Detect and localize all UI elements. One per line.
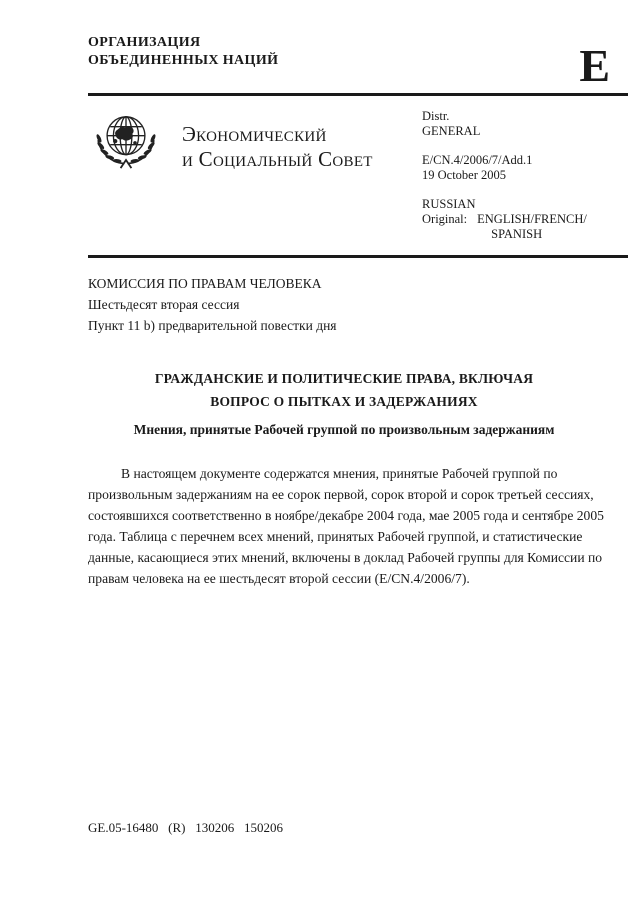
document-date: 19 October 2005	[422, 167, 507, 182]
council-title-line1: Экономический	[182, 121, 327, 146]
original-languages	[477, 212, 587, 242]
document-title-line1: ГРАЖДАНСКИЕ И ПОЛИТИЧЕСКИЕ ПРАВА, ВКЛЮЧАЯ	[154, 370, 534, 386]
original-languages-line2: SPANISH	[491, 226, 543, 241]
document-title-line2: ВОПРОС О ПЫТКАХ И ЗАДЕРЖАНИЯХ	[210, 393, 478, 409]
org-name	[88, 34, 278, 70]
symbol-and-date	[422, 153, 628, 183]
document-title	[88, 367, 600, 413]
summary-paragraph: В настоящем документе содержатся мнения, принятые Рабочей группой по произвольным задержаниям на ее сорок первой, сорок второй и сорок третьей сессиях, состоявшихся соответственно в ноябре/декабре 2004 года, мае 2005 года и сентябре 2005 года. Таблица с перечнем всех мнений, принятых Рабочей группой, и статистические данные, касающиеся этих мнений, включены в доклад Рабочей группы для Комиссии по правам человека на ее шестьдесят второй сессии (E/CN.4/2006/7).	[88, 465, 604, 586]
session-block	[88, 273, 628, 336]
footer-reference: GE.05-16480 (R) 130206 150206	[88, 820, 283, 835]
language-block	[422, 197, 628, 242]
document-symbol: E/CN.4/2006/7/Add.1	[422, 152, 533, 167]
document-series-letter: E	[579, 40, 610, 91]
masthead	[88, 96, 628, 255]
session-number: Шестьдесят вторая сессия	[88, 296, 240, 312]
council-title-line2: и Социальный Совет	[182, 147, 373, 172]
distr-label: Distr.	[422, 108, 450, 123]
distr-type: GENERAL	[422, 123, 481, 138]
document-language: RUSSIAN	[422, 196, 476, 211]
document-subtitle: Мнения, принятые Рабочей группой по произвольным задержаниям	[133, 421, 555, 437]
distribution-block	[422, 106, 628, 255]
original-label: Original:	[422, 211, 468, 226]
org-name-line1: ОРГАНИЗАЦИЯ	[88, 35, 201, 50]
commission-name: КОМИССИЯ ПО ПРАВАМ ЧЕЛОВЕКА	[88, 275, 322, 291]
document-header	[88, 0, 628, 91]
council-title	[182, 122, 373, 255]
original-languages-line1: ENGLISH/FRENCH/	[477, 211, 587, 226]
un-emblem-icon	[88, 106, 166, 255]
masthead-rule	[88, 255, 628, 258]
org-name-line2: ОБЪЕДИНЕННЫХ НАЦИЙ	[88, 53, 279, 69]
original-language-row	[422, 212, 628, 242]
agenda-item: Пункт 11 b) предварительной повестки дня	[88, 317, 337, 333]
distribution-type	[422, 109, 628, 139]
